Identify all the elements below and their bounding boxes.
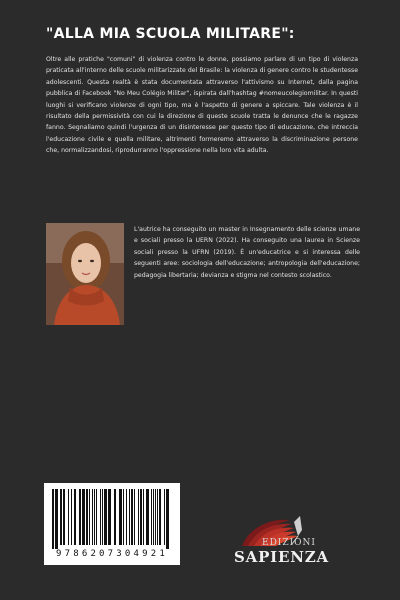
barcode-digits: 9786207304921 xyxy=(55,549,169,559)
isbn-barcode xyxy=(44,483,180,565)
blurb-text: Oltre alle pratiche "comuni" di violenza contro le donne, possiamo parlare di un tipo di violenza praticata all'interno delle scuole militarizzate del Brasile: la violenza di genere contro le studentesse adolescenti. Questa realtà è stata documentata attraverso l'attivismo su Internet, dalla pagina pubblica di Facebook "No Meu Colégio Militar", ispirata dall'hashtag #nomeucolegiomilitar. In questi luoghi si verificano violenze di ogni tipo, ma è l'aspetto di genere a spiccare. Tale violenza è il risultato della permissività con cui la direzione di queste scuole tratta le denunce che le ragazze fanno. Segnaliamo quindi l'urgenza di un disinteresse per questo tipo di educazione, che intreccia l'educazione civile e quella militare, altrimenti formeremo attraverso la discriminazione persone che, normalizzandosi, riprodurranno l'oppressione nella loro vita adulta. xyxy=(46,56,358,155)
publisher-name: SAPIENZA xyxy=(234,548,329,566)
author-bio: L'autrice ha conseguito un master in Insegnamento delle scienze umane e sociali presso la UERN (2022). Ha conseguito una laurea in Scienze sociali presso la UFRN (2019). È un'educatrice e si interessa delle seguenti aree: sociologia dell'educazione; antropologia dell'educazione; pedagogia libertaria; devianza e stigma nel contesto scolastico. xyxy=(134,226,360,279)
author-photo xyxy=(46,223,124,325)
publisher-imprint: EDIZIONI xyxy=(262,538,316,548)
book-title: "ALLA MIA SCUOLA MILITARE": xyxy=(46,26,295,42)
